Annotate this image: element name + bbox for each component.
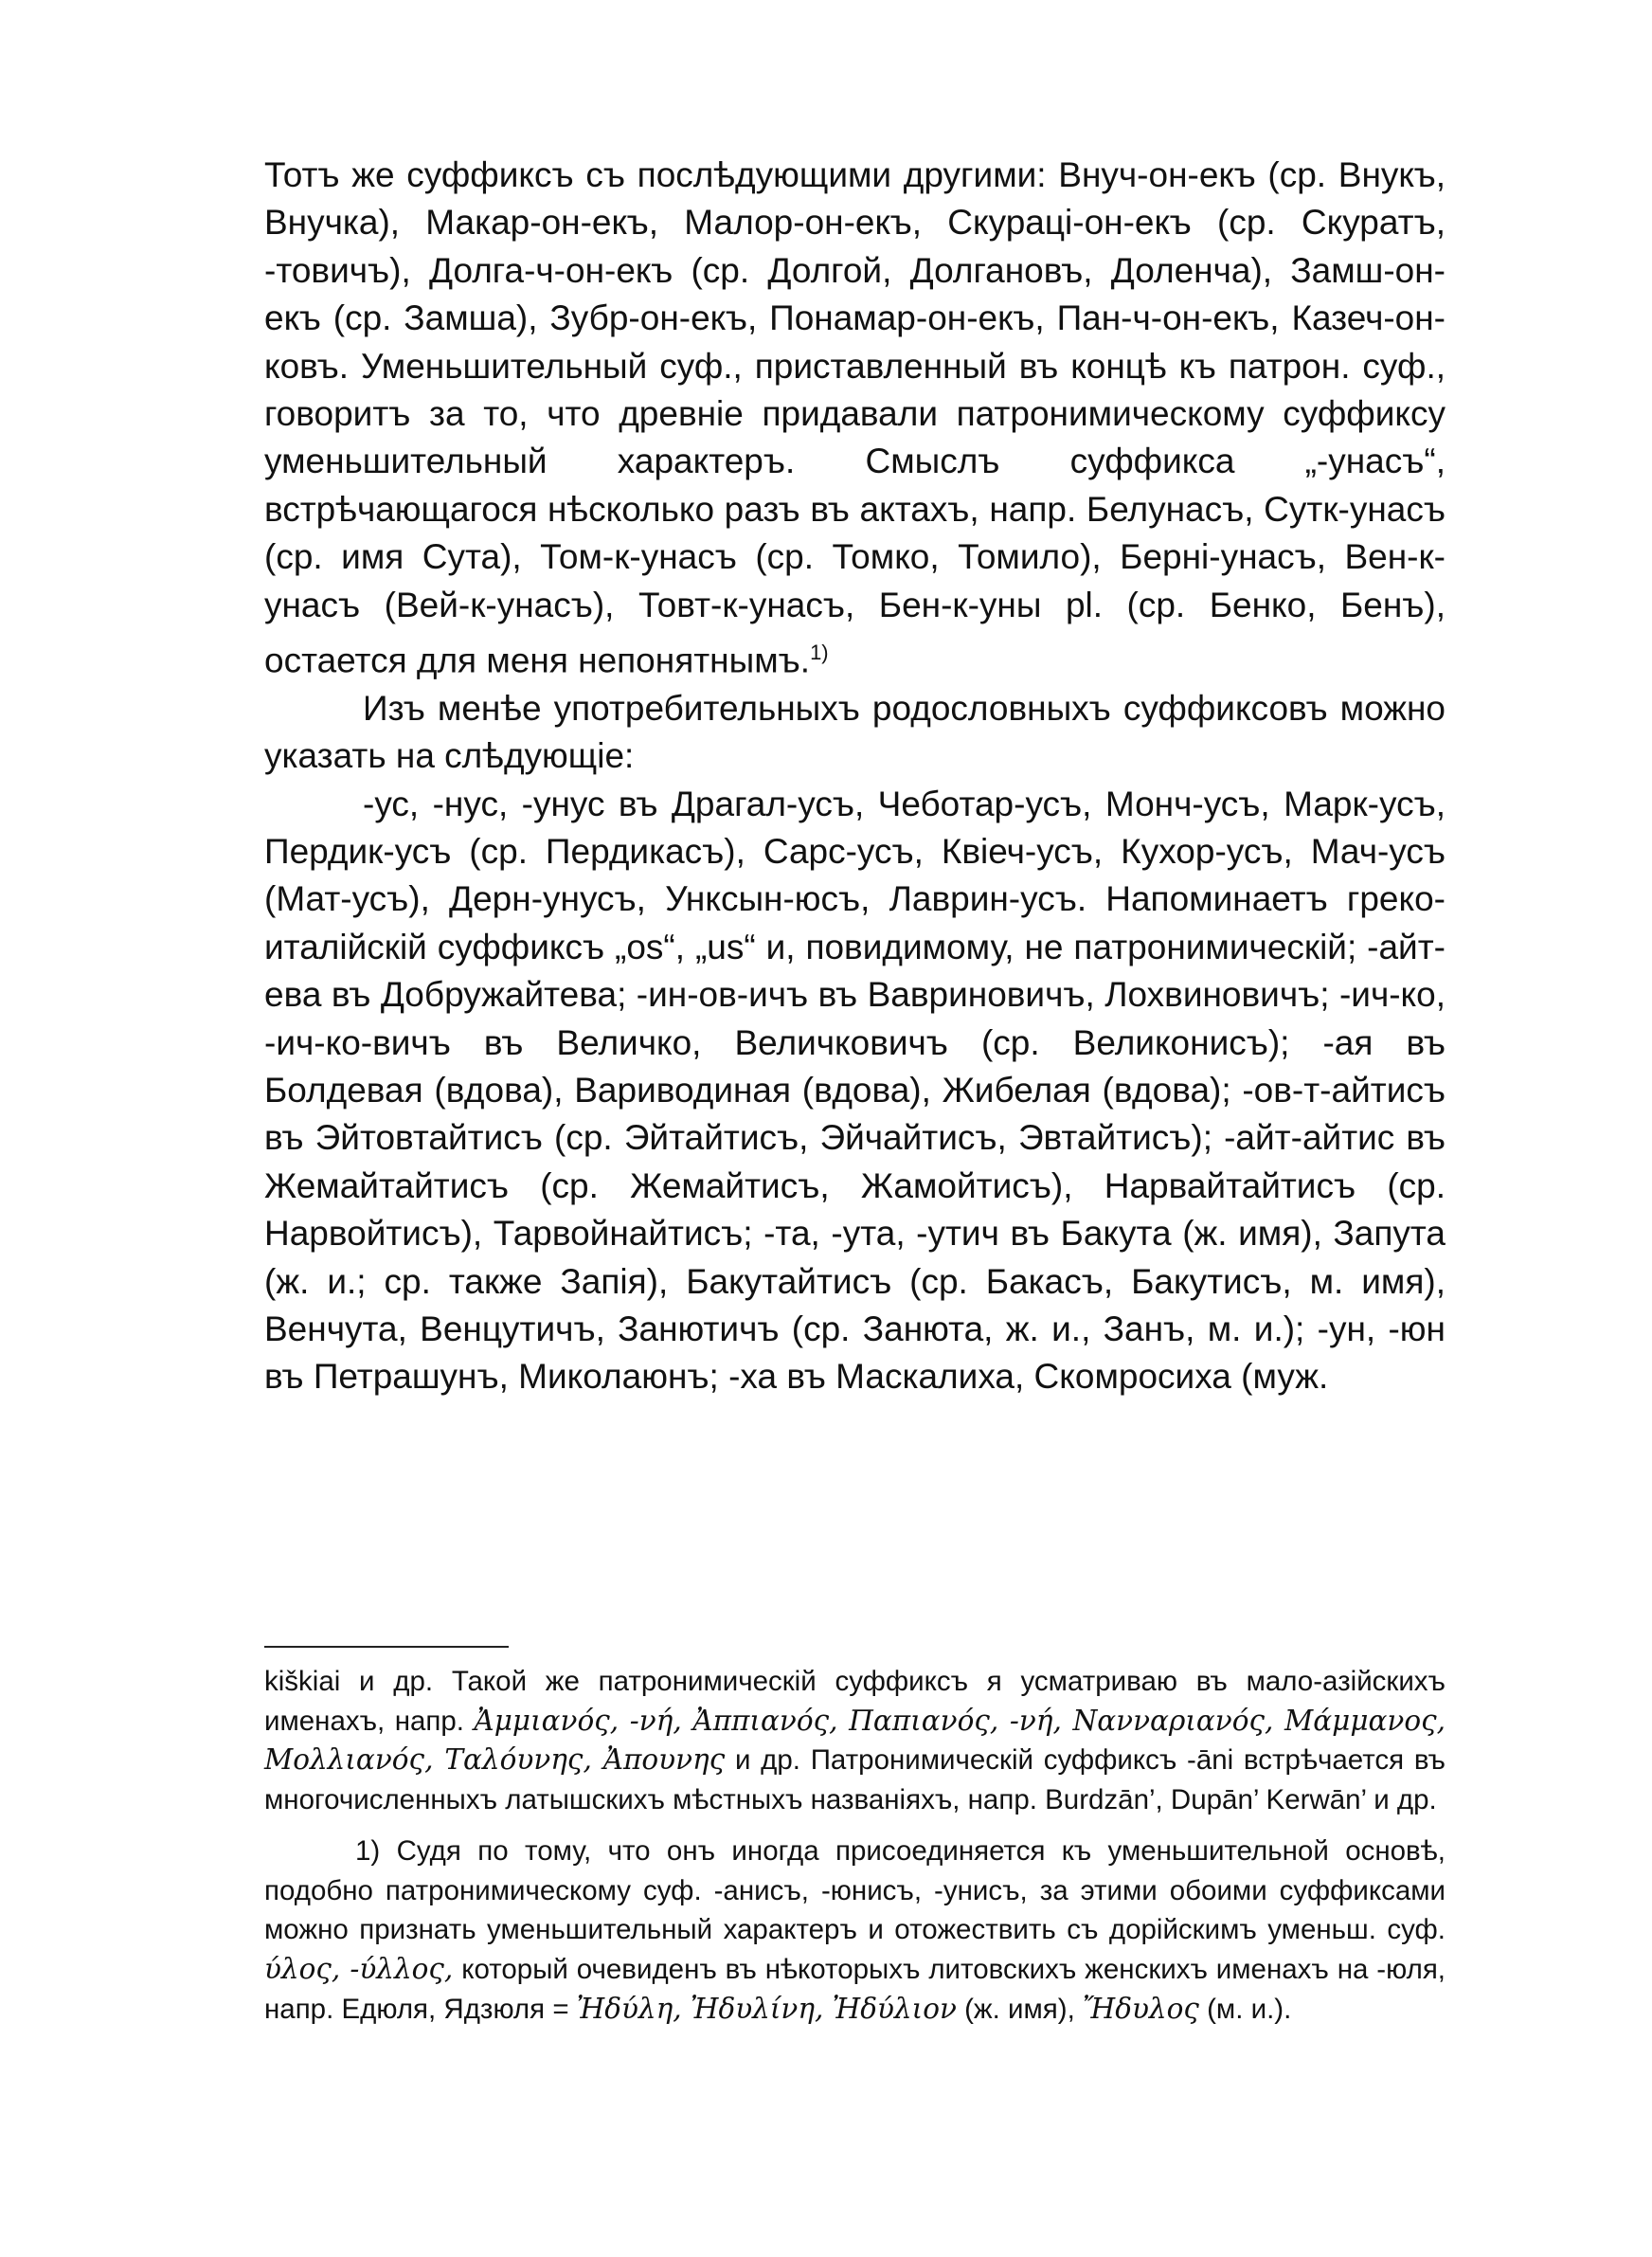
footnote-continued-text-b: и др. Патронимическій суффиксъ -āni встрѣчается въ многочисленныхъ латышскихъ мѣстныхъ названіяхъ, напр. Burdzān’, Dupān’ Kerwān’ и др. bbox=[264, 1744, 1446, 1816]
footnote-continued bbox=[264, 1662, 1446, 1820]
footnote-continued-text-a: kiškiai и др. Такой же патронимическій суффиксъ я усматриваю въ мало-азійскихъ именахъ, напр. bbox=[264, 1666, 1446, 1737]
paragraph-2: Изъ менѣе употребительныхъ родословныхъ суффиксовъ можно указать на слѣдующіе: bbox=[264, 688, 1446, 776]
footnote-separator bbox=[264, 1646, 509, 1648]
footnote-1-greek-2: Ἠδύλη, Ἠδυλίνη, Ἠδύλιον bbox=[576, 1992, 957, 2025]
footnote-1-greek-1: ύλος, -ύλλος, bbox=[264, 1952, 454, 1985]
paragraph-1 bbox=[264, 152, 1446, 685]
footnote-continued-greek: Ἀμμιανός, -νή, Ἀππιανός, Παπιανός, -νή, Νανναριανός, Μάμμανος, Μολλιανός, Ταλόυνης, Ἀπουνης bbox=[264, 1704, 1446, 1777]
footnote-1-text-a: 1) Судя по тому, что онъ иногда присоединяется къ уменьшительной основѣ, подобно патронимическому суф. -анисъ, -юнисъ, -унисъ, за этими обоими суффиксами можно признать уменьшительный характеръ и отожествить съ дорійскимъ уменьш. суф. bbox=[264, 1834, 1446, 1946]
footnote-1-text-c: (ж. имя), bbox=[964, 1993, 1075, 2025]
main-text bbox=[264, 152, 1446, 1401]
footnotes bbox=[264, 1662, 1446, 2029]
footnote-1-text-b: который очевиденъ въ нѣкоторыхъ литовскихъ женскихъ именахъ на -юля, напр. Едюля, Ядзюля = bbox=[264, 1953, 1446, 2025]
footnote-1-text-d: (м. и.). bbox=[1207, 1993, 1292, 2025]
footnote-ref: 1) bbox=[810, 641, 829, 665]
paragraph-1-text: Тотъ же суффиксъ съ послѣдующими другими: Внуч-он-екъ (ср. Внукъ, Внучка), Макар-он-екъ, Малор-он-екъ, Скураці-он-екъ (ср. Скуратъ, -товичъ), Долга-ч-он-екъ (ср. Долгой, Долгановъ, Доленча), Замш-он-екъ (ср. Замша), Зубр-он-екъ, Понамар-он-екъ, Пан-ч-он-екъ, Казеч-он-ковъ. Уменьшительный суф., приставленный въ концѣ къ патрон. суф., говоритъ за то, что древніе придавали патронимическому суффиксу уменьшительный характеръ. Смыслъ суффикса „-унасъ“, встрѣчающагося нѣсколько разъ въ актахъ, напр. Белунасъ, Сутк-унасъ (ср. имя Сута), Том-к-унасъ (ср. Томко, Томило), Берні-унасъ, Вен-к-унасъ (Вей-к-унасъ), Товт-к-унасъ, Бен-к-уны pl. (ср. Бенко, Бенъ), остается для меня непонятнымъ. bbox=[264, 155, 1446, 680]
footnote-1 bbox=[264, 1832, 1446, 2030]
paragraph-3: -ус, -нус, -унус въ Драгал-усъ, Чеботар-усъ, Монч-усъ, Марк-усъ, Пердик-усъ (ср. Пердикасъ), Сарс-усъ, Квіеч-усъ, Кухор-усъ, Мач-усъ (Мат-усъ), Дерн-унусъ, Унксын-юсъ, Лаврин-усъ. Напоминаетъ греко-италійскій суффиксъ „os“, „us“ и, повидимому, не патронимическій; -айт-ева въ Добружайтева; -ин-ов-ичъ въ Вавриновичъ, Лохвиновичъ; -ич-ко, -ич-ко-вичъ въ Величко, Величковичъ (ср. Великонисъ); -ая въ Болдевая (вдова), Вариводиная (вдова), Жибелая (вдова); -ов-т-айтисъ въ Эйтовтайтисъ (ср. Эйтайтисъ, Эйчайтисъ, Эвтайтисъ); -айт-айтис въ Жемайтайтисъ (ср. Жемайтисъ, Жамойтисъ), Нарвайтайтисъ (ср. Нарвойтисъ), Тарвойнайтисъ; -та, -ута, -утич въ Бакута (ж. имя), Запута (ж. и.; ср. также Запія), Бакутайтисъ (ср. Бакасъ, Бакутисъ, м. имя), Венчута, Венцутичъ, Занютичъ (ср. Занюта, ж. и., Занъ, м. и.); -ун, -юн въ Петрашунъ, Миколаюнъ; -ха въ Маскалиха, Скомросиха (муж. bbox=[264, 784, 1446, 1397]
footnote-1-greek-3: Ἤδυλος bbox=[1083, 1992, 1199, 2025]
